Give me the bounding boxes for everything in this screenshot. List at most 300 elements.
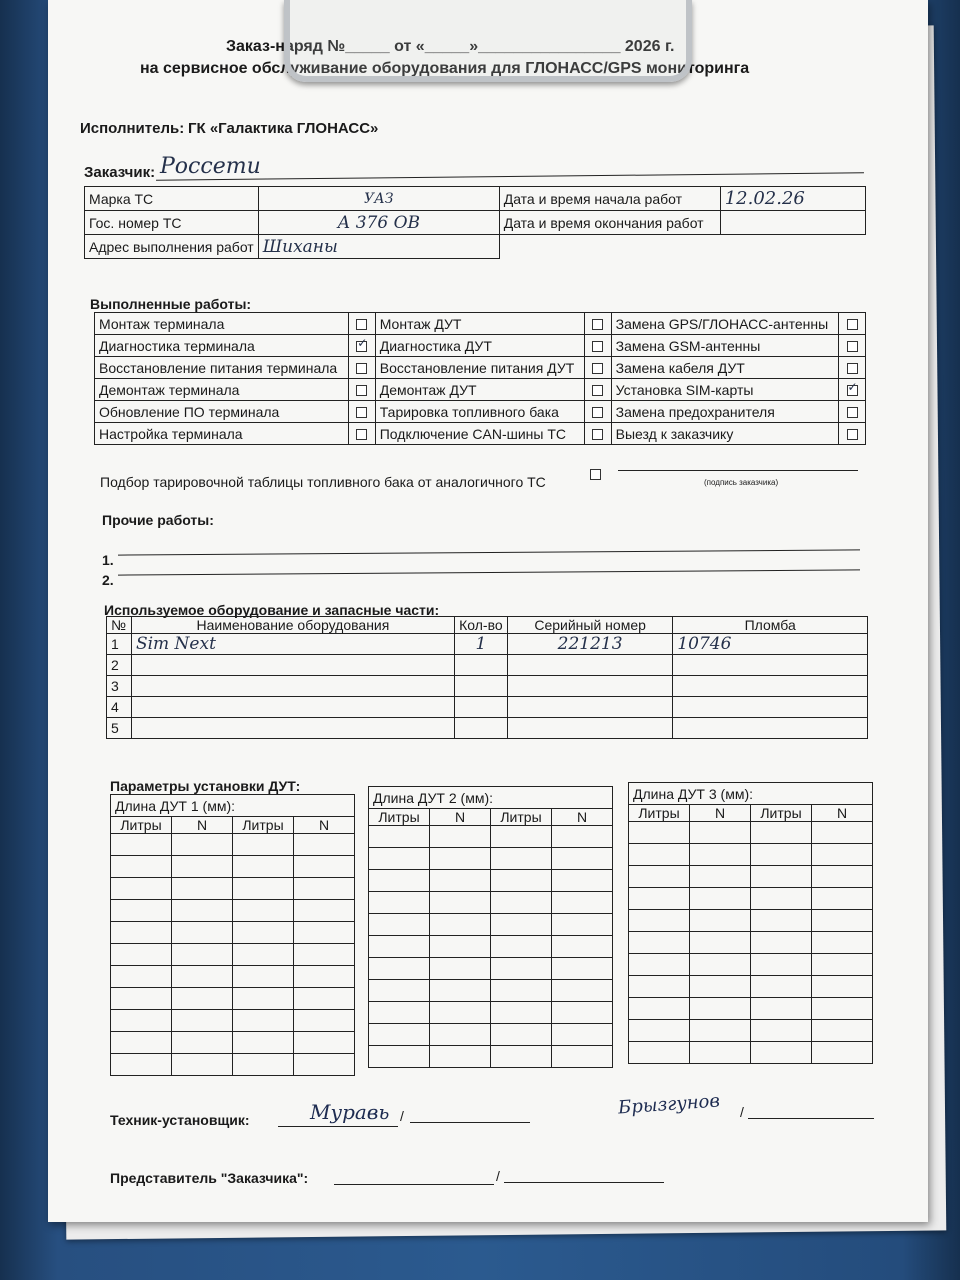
dut-cell[interactable] (552, 870, 613, 892)
dut-cell[interactable] (690, 1042, 751, 1064)
dut-cell[interactable] (111, 944, 172, 966)
work-label: Монтаж терминала (95, 313, 349, 335)
work-checkbox[interactable] (847, 429, 858, 440)
dut-cell[interactable] (172, 1010, 233, 1032)
work-checkbox[interactable] (356, 385, 367, 396)
dut-cell[interactable] (629, 954, 690, 976)
work-checkbox-cell (839, 423, 866, 445)
dut-cell[interactable] (233, 922, 294, 944)
dut-cell[interactable] (233, 1032, 294, 1054)
customer-value: Россети (160, 154, 261, 179)
dut-cell[interactable] (111, 834, 172, 856)
equipment-cell: 3 (107, 676, 132, 697)
technician-signature-1: Муравь (310, 1100, 390, 1124)
dut-header-row (369, 809, 613, 826)
dut-cell[interactable] (430, 1002, 491, 1024)
brand-label: Марка ТС (85, 187, 259, 211)
work-checkbox-cell (348, 379, 375, 401)
dut-cell[interactable] (369, 1002, 430, 1024)
dut-cell[interactable] (552, 936, 613, 958)
dut-cell[interactable] (430, 870, 491, 892)
dut-cell[interactable] (430, 826, 491, 848)
dut-cell[interactable] (812, 998, 873, 1020)
dut-cell[interactable] (111, 856, 172, 878)
dut-column-header: Литры (369, 809, 430, 826)
dut-table-3 (628, 782, 873, 1064)
work-checkbox[interactable] (847, 385, 858, 396)
dut-row (111, 1010, 355, 1032)
dut-cell[interactable] (294, 1010, 355, 1032)
dut-row (111, 922, 355, 944)
dut-cell[interactable] (690, 1020, 751, 1042)
equipment-cell (131, 655, 454, 676)
dut-row (111, 878, 355, 900)
dut-table-2 (368, 786, 613, 1068)
dut-cell[interactable] (491, 848, 552, 870)
work-label: Восстановление питания ДУТ (375, 357, 584, 379)
equipment-row (107, 655, 868, 676)
plate-value: А 376 ОВ (258, 211, 499, 235)
dut-row (369, 1002, 613, 1024)
dut-row (111, 900, 355, 922)
dut-caption-row (629, 783, 873, 805)
dut-cell[interactable] (294, 856, 355, 878)
dut-cell[interactable] (111, 1032, 172, 1054)
dut-cell[interactable] (751, 888, 812, 910)
dut-cell[interactable] (812, 866, 873, 888)
work-checkbox-cell (348, 401, 375, 423)
dut-cell[interactable] (629, 1042, 690, 1064)
dut-cell[interactable] (430, 958, 491, 980)
work-label: Замена кабеля ДУТ (611, 357, 838, 379)
dut-cell[interactable] (629, 910, 690, 932)
plate-label: Гос. номер ТС (85, 211, 259, 235)
work-checkbox[interactable] (592, 429, 603, 440)
dut-cell[interactable] (751, 932, 812, 954)
equipment-cell: 4 (107, 697, 132, 718)
dut-caption-row (369, 787, 613, 809)
dut-cell[interactable] (111, 922, 172, 944)
equipment-title: Используемое оборудование и запасные части: (104, 602, 440, 618)
work-checkbox-cell (839, 313, 866, 335)
customer-label: Заказчик: (84, 164, 156, 181)
address-value: Шиханы (258, 235, 499, 259)
technician-label: Техник-установщик: (110, 1112, 250, 1128)
dut-column-header: Литры (491, 809, 552, 826)
dut-caption-row (111, 795, 355, 817)
dut-cell[interactable] (294, 834, 355, 856)
tariff-label: Подбор тарировочной таблицы топливного бака от аналогичного ТС (100, 474, 546, 490)
dut-cell[interactable] (369, 980, 430, 1002)
dut-cell[interactable] (491, 870, 552, 892)
end-label: Дата и время окончания работ (499, 211, 720, 235)
equipment-cell: 5 (107, 718, 132, 739)
works-row (95, 335, 866, 357)
dut-row (629, 932, 873, 954)
address-label: Адрес выполнения работ (85, 235, 259, 259)
dut-cell[interactable] (491, 958, 552, 980)
dut-cell[interactable] (812, 954, 873, 976)
dut-cell[interactable] (690, 910, 751, 932)
tariff-checkbox[interactable] (590, 469, 601, 480)
work-checkbox-cell (584, 401, 611, 423)
dut-cell[interactable] (552, 958, 613, 980)
work-label: Замена GSM-антенны (611, 335, 838, 357)
work-label: Диагностика ДУТ (375, 335, 584, 357)
equipment-cell (454, 655, 507, 676)
equipment-cell (131, 718, 454, 739)
technician-slash: / (400, 1108, 404, 1124)
work-checkbox[interactable] (356, 363, 367, 374)
equipment-cell: 10746 (673, 634, 868, 655)
work-label: Замена предохранителя (611, 401, 838, 423)
equipment-row (107, 634, 868, 655)
dut-cell[interactable] (812, 976, 873, 998)
dut-row (369, 848, 613, 870)
dut-cell[interactable] (111, 1054, 172, 1076)
dut-cell[interactable] (430, 1046, 491, 1068)
dut-cell[interactable] (294, 900, 355, 922)
dut-cell[interactable] (172, 966, 233, 988)
equipment-header: Пломба (673, 617, 868, 634)
other-item1: 1. (102, 552, 114, 568)
work-checkbox[interactable] (592, 407, 603, 418)
dut-cell[interactable] (751, 910, 812, 932)
work-label: Диагностика терминала (95, 335, 349, 357)
dut-cell[interactable] (690, 866, 751, 888)
dut-cell[interactable] (690, 976, 751, 998)
work-checkbox[interactable] (356, 429, 367, 440)
dut-row (629, 976, 873, 998)
dut-cell[interactable] (812, 844, 873, 866)
dut-cell[interactable] (690, 932, 751, 954)
dut-header-row (111, 817, 355, 834)
dut-cell[interactable] (369, 870, 430, 892)
dut-cell[interactable] (491, 914, 552, 936)
work-checkbox[interactable] (356, 319, 367, 330)
work-label: Подключение CAN-шины ТС (375, 423, 584, 445)
work-checkbox-cell (839, 379, 866, 401)
equipment-cell (673, 697, 868, 718)
dut-cell[interactable] (690, 844, 751, 866)
dut-cell[interactable] (751, 998, 812, 1020)
dut-row (629, 822, 873, 844)
dut-row (629, 954, 873, 976)
dut-cell[interactable] (172, 922, 233, 944)
dut-cell[interactable] (172, 1032, 233, 1054)
technician-line-3 (748, 1118, 874, 1119)
dut-cell[interactable] (111, 878, 172, 900)
dut-row (629, 1020, 873, 1042)
dut-cell[interactable] (430, 892, 491, 914)
dut-cell[interactable] (111, 1010, 172, 1032)
dut-cell[interactable] (430, 848, 491, 870)
brand-value: УАЗ (258, 187, 499, 211)
equipment-cell (507, 718, 672, 739)
dut-cell[interactable] (369, 848, 430, 870)
work-label: Тарировка топливного бака (375, 401, 584, 423)
dut-row (369, 958, 613, 980)
work-checkbox-cell (584, 423, 611, 445)
dut-cell[interactable] (629, 844, 690, 866)
equipment-cell (131, 697, 454, 718)
dut-title: Параметры установки ДУТ: (110, 778, 301, 794)
technician-signature-2: Брызгунов (617, 1090, 721, 1119)
equipment-cell (507, 655, 672, 676)
representative-label: Представитель "Заказчика": (110, 1170, 309, 1186)
works-title: Выполненные работы: (90, 296, 252, 312)
equipment-cell (454, 718, 507, 739)
dut-cell[interactable] (552, 826, 613, 848)
dut-cell[interactable] (751, 976, 812, 998)
dut-cell[interactable] (233, 966, 294, 988)
dut-cell[interactable] (491, 980, 552, 1002)
dut-cell[interactable] (552, 1024, 613, 1046)
work-label: Восстановление питания терминала (95, 357, 349, 379)
dut-cell[interactable] (629, 1020, 690, 1042)
dut-caption: Длина ДУТ 2 (мм): (369, 787, 613, 809)
work-checkbox[interactable] (847, 319, 858, 330)
dut-cell[interactable] (233, 988, 294, 1010)
tariff-sign-line (618, 470, 858, 471)
dut-caption: Длина ДУТ 1 (мм): (111, 795, 355, 817)
equipment-header-row (107, 617, 868, 634)
dut-cell[interactable] (233, 1054, 294, 1076)
dut-row (111, 988, 355, 1010)
work-checkbox[interactable] (356, 407, 367, 418)
equipment-cell (507, 697, 672, 718)
dut-cell[interactable] (369, 1046, 430, 1068)
dut-cell[interactable] (629, 976, 690, 998)
dut-cell[interactable] (629, 866, 690, 888)
dut-row (369, 936, 613, 958)
dut-cell[interactable] (690, 954, 751, 976)
dut-cell[interactable] (294, 878, 355, 900)
work-checkbox-cell (584, 313, 611, 335)
work-checkbox[interactable] (592, 385, 603, 396)
equipment-row (107, 697, 868, 718)
dut-cell[interactable] (812, 910, 873, 932)
dut-cell[interactable] (430, 936, 491, 958)
work-checkbox-cell (348, 313, 375, 335)
dut-cell[interactable] (233, 900, 294, 922)
dut-cell[interactable] (812, 822, 873, 844)
other-line2 (118, 569, 860, 575)
dut-column-header: N (690, 805, 751, 822)
dut-cell[interactable] (369, 826, 430, 848)
dut-cell[interactable] (751, 1020, 812, 1042)
dut-cell[interactable] (233, 944, 294, 966)
dut-column-header: Литры (233, 817, 294, 834)
work-label: Настройка терминала (95, 423, 349, 445)
dut-cell[interactable] (491, 1002, 552, 1024)
dut-cell[interactable] (491, 1024, 552, 1046)
dut-cell[interactable] (233, 878, 294, 900)
dut-cell[interactable] (430, 914, 491, 936)
dut-cell[interactable] (369, 958, 430, 980)
equipment-row (107, 718, 868, 739)
vehicle-table (84, 186, 866, 259)
dut-row (111, 966, 355, 988)
works-row (95, 313, 866, 335)
equipment-cell (507, 676, 672, 697)
dut-column-header: N (172, 817, 233, 834)
dut-cell[interactable] (294, 922, 355, 944)
dut-cell[interactable] (491, 936, 552, 958)
dut-cell[interactable] (690, 998, 751, 1020)
dut-table-1 (110, 794, 355, 1076)
technician-slash-2: / (740, 1104, 744, 1120)
dut-cell[interactable] (172, 834, 233, 856)
equipment-table (106, 616, 868, 739)
dut-cell[interactable] (111, 900, 172, 922)
dut-cell[interactable] (294, 966, 355, 988)
dut-cell[interactable] (294, 944, 355, 966)
work-checkbox-cell (348, 423, 375, 445)
customer-line (156, 172, 864, 180)
equipment-cell: Sim Next (131, 634, 454, 655)
dut-cell[interactable] (430, 1024, 491, 1046)
equipment-cell: 1 (107, 634, 132, 655)
work-checkbox-cell (348, 357, 375, 379)
dut-cell[interactable] (491, 892, 552, 914)
dut-cell[interactable] (294, 1032, 355, 1054)
work-checkbox[interactable] (592, 319, 603, 330)
dut-cell[interactable] (172, 856, 233, 878)
dut-header-row (629, 805, 873, 822)
work-label: Замена GPS/ГЛОНАСС-антенны (611, 313, 838, 335)
dut-cell[interactable] (111, 966, 172, 988)
dut-cell[interactable] (491, 1046, 552, 1068)
dut-cell[interactable] (172, 944, 233, 966)
equipment-row (107, 676, 868, 697)
dut-cell[interactable] (751, 822, 812, 844)
equipment-cell (673, 718, 868, 739)
work-label: Выезд к заказчику (611, 423, 838, 445)
dut-row (369, 980, 613, 1002)
dut-cell[interactable] (491, 826, 552, 848)
start-value: 12.02.26 (720, 187, 865, 211)
dut-cell[interactable] (233, 834, 294, 856)
equipment-header: Наименование оборудования (131, 617, 454, 634)
equipment-header: № (107, 617, 132, 634)
equipment-cell (673, 676, 868, 697)
dut-cell[interactable] (812, 1042, 873, 1064)
works-row (95, 401, 866, 423)
dut-cell[interactable] (629, 932, 690, 954)
other-item2: 2. (102, 572, 114, 588)
dut-cell[interactable] (294, 988, 355, 1010)
dut-row (111, 834, 355, 856)
dut-cell[interactable] (430, 980, 491, 1002)
dut-cell[interactable] (552, 1002, 613, 1024)
dut-cell[interactable] (294, 1054, 355, 1076)
dut-cell[interactable] (369, 1024, 430, 1046)
dut-caption: Длина ДУТ 3 (мм): (629, 783, 873, 805)
dut-cell[interactable] (812, 888, 873, 910)
dut-row (629, 998, 873, 1020)
dut-cell[interactable] (552, 892, 613, 914)
dut-row (111, 856, 355, 878)
dut-cell[interactable] (690, 822, 751, 844)
work-order-sheet (48, 0, 928, 1222)
dut-cell[interactable] (172, 878, 233, 900)
dut-cell[interactable] (552, 1046, 613, 1068)
work-checkbox[interactable] (592, 363, 603, 374)
work-label: Установка SIM-карты (611, 379, 838, 401)
header-line1: Заказ-наряд №_____ от «_____»________________ 2026 г. (226, 38, 675, 55)
dut-row (369, 914, 613, 936)
dut-cell[interactable] (629, 822, 690, 844)
equipment-cell: 2 (107, 655, 132, 676)
executor-value: ГК «Галактика ГЛОНАСС» (188, 120, 379, 137)
dut-cell[interactable] (751, 866, 812, 888)
technician-line-2 (410, 1122, 530, 1123)
representative-slash: / (496, 1168, 500, 1184)
equipment-cell (131, 676, 454, 697)
dut-cell[interactable] (751, 954, 812, 976)
dut-cell[interactable] (812, 932, 873, 954)
start-label: Дата и время начала работ (499, 187, 720, 211)
executor-label: Исполнитель: (80, 120, 185, 137)
dut-cell[interactable] (369, 914, 430, 936)
works-table (94, 312, 866, 445)
dut-row (111, 1032, 355, 1054)
work-checkbox[interactable] (592, 341, 603, 352)
work-checkbox[interactable] (356, 341, 367, 352)
dut-cell[interactable] (172, 1054, 233, 1076)
dut-row (369, 1024, 613, 1046)
work-checkbox-cell (348, 335, 375, 357)
dut-cell[interactable] (369, 892, 430, 914)
dut-cell[interactable] (172, 988, 233, 1010)
work-checkbox[interactable] (847, 341, 858, 352)
work-checkbox-cell (584, 335, 611, 357)
dut-cell[interactable] (552, 914, 613, 936)
dut-cell[interactable] (111, 988, 172, 1010)
work-checkbox[interactable] (847, 363, 858, 374)
dut-cell[interactable] (233, 1010, 294, 1032)
dut-cell[interactable] (172, 900, 233, 922)
dut-row (111, 1054, 355, 1076)
equipment-cell: 221213 (507, 634, 672, 655)
clipboard-clip (284, 0, 692, 82)
works-row (95, 379, 866, 401)
dut-row (369, 870, 613, 892)
work-label: Демонтаж терминала (95, 379, 349, 401)
dut-cell[interactable] (552, 980, 613, 1002)
dut-cell[interactable] (629, 998, 690, 1020)
dut-row (369, 1046, 613, 1068)
equipment-cell: 1 (454, 634, 507, 655)
equipment-header: Серийный номер (507, 617, 672, 634)
dut-cell[interactable] (690, 888, 751, 910)
equipment-cell (454, 697, 507, 718)
dut-cell[interactable] (552, 848, 613, 870)
dut-cell[interactable] (751, 844, 812, 866)
dut-cell[interactable] (369, 936, 430, 958)
dut-cell[interactable] (629, 888, 690, 910)
dut-cell[interactable] (233, 856, 294, 878)
works-row (95, 423, 866, 445)
work-label: Монтаж ДУТ (375, 313, 584, 335)
work-checkbox-cell (839, 401, 866, 423)
dut-cell[interactable] (751, 1042, 812, 1064)
technician-line-1 (278, 1126, 398, 1127)
work-checkbox[interactable] (847, 407, 858, 418)
dut-row (629, 910, 873, 932)
dut-cell[interactable] (812, 1020, 873, 1042)
